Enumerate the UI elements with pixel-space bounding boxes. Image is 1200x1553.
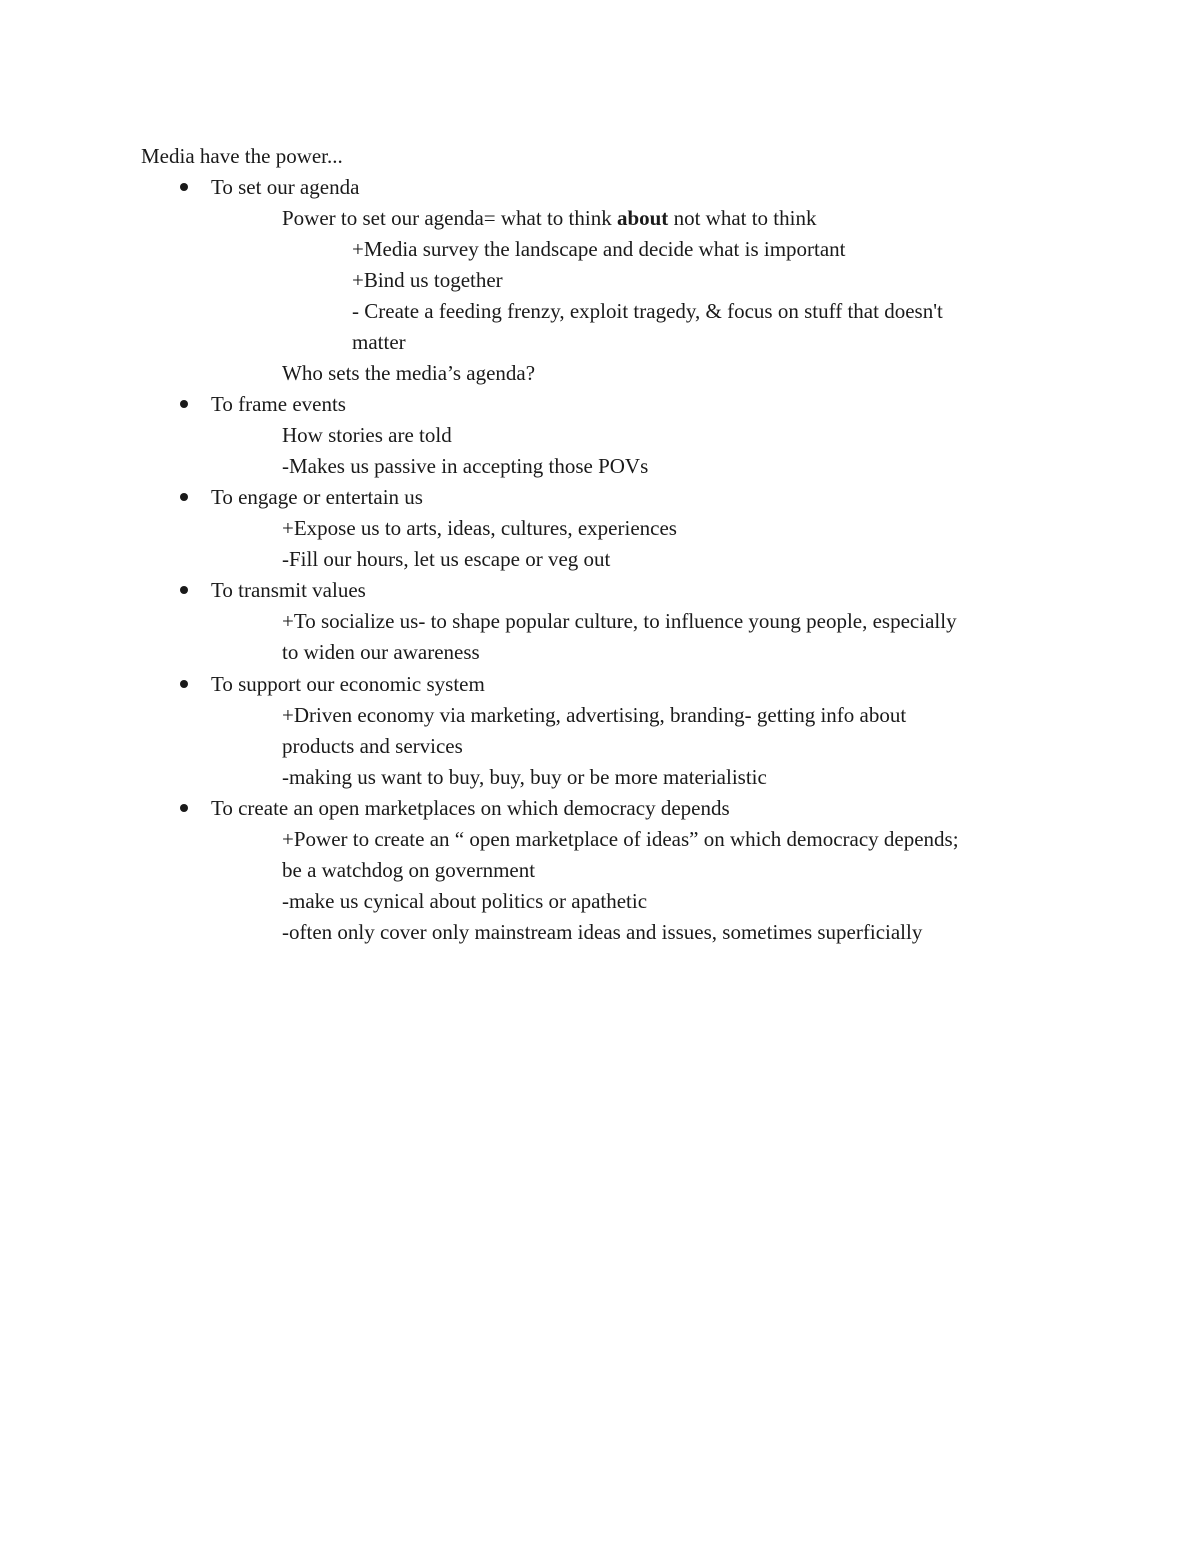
bullet-label-open-marketplace: To create an open marketplaces on which democracy depends bbox=[211, 796, 730, 820]
bullet-dot-icon bbox=[180, 183, 188, 191]
bullet-dot-icon bbox=[180, 804, 188, 812]
agenda-definition-bold: about bbox=[616, 206, 669, 230]
economic-system-line: +Driven economy via marketing, advertising, branding- getting info about bbox=[282, 703, 907, 727]
engage-line: +Expose us to arts, ideas, cultures, experiences bbox=[282, 516, 677, 540]
agenda-point: matter bbox=[352, 330, 406, 354]
agenda-point: +Bind us together bbox=[352, 268, 503, 292]
frame-events-line: How stories are told bbox=[282, 423, 452, 447]
document-heading: Media have the power... bbox=[141, 144, 343, 168]
open-marketplace-line: -make us cynical about politics or apathetic bbox=[282, 889, 648, 913]
agenda-question: Who sets the media’s agenda? bbox=[282, 361, 536, 385]
bullet-label-set-agenda: To set our agenda bbox=[211, 175, 360, 199]
open-marketplace-line: -often only cover only mainstream ideas and issues, sometimes superficially bbox=[282, 920, 923, 944]
bullet-label-transmit-values: To transmit values bbox=[211, 578, 366, 602]
bullet-dot-icon bbox=[180, 493, 188, 501]
economic-system-line: -making us want to buy, buy, buy or be more materialistic bbox=[282, 765, 767, 789]
agenda-point: +Media survey the landscape and decide what is important bbox=[352, 237, 846, 261]
agenda-definition-after: not what to think bbox=[668, 206, 817, 230]
open-marketplace-line: +Power to create an “ open marketplace of ideas” on which democracy depends; bbox=[282, 827, 959, 851]
frame-events-line: -Makes us passive in accepting those POVs bbox=[282, 454, 649, 478]
bullet-dot-icon bbox=[180, 400, 188, 408]
agenda-point: - Create a feeding frenzy, exploit tragedy, & focus on stuff that doesn't bbox=[352, 299, 943, 323]
engage-line: -Fill our hours, let us escape or veg out bbox=[282, 547, 611, 571]
bullet-label-engage: To engage or entertain us bbox=[211, 485, 423, 509]
agenda-definition-before: Power to set our agenda= what to think bbox=[282, 206, 617, 230]
bullet-label-economic-system: To support our economic system bbox=[211, 672, 485, 696]
bullet-label-frame-events: To frame events bbox=[211, 392, 346, 416]
transmit-values-line: to widen our awareness bbox=[282, 640, 480, 664]
agenda-definition-line bbox=[282, 203, 816, 234]
bullet-dot-icon bbox=[180, 586, 188, 594]
economic-system-line: products and services bbox=[282, 734, 463, 758]
bullet-dot-icon bbox=[180, 680, 188, 688]
transmit-values-line: +To socialize us- to shape popular culture, to influence young people, especially bbox=[282, 609, 957, 633]
open-marketplace-line: be a watchdog on government bbox=[282, 858, 536, 882]
